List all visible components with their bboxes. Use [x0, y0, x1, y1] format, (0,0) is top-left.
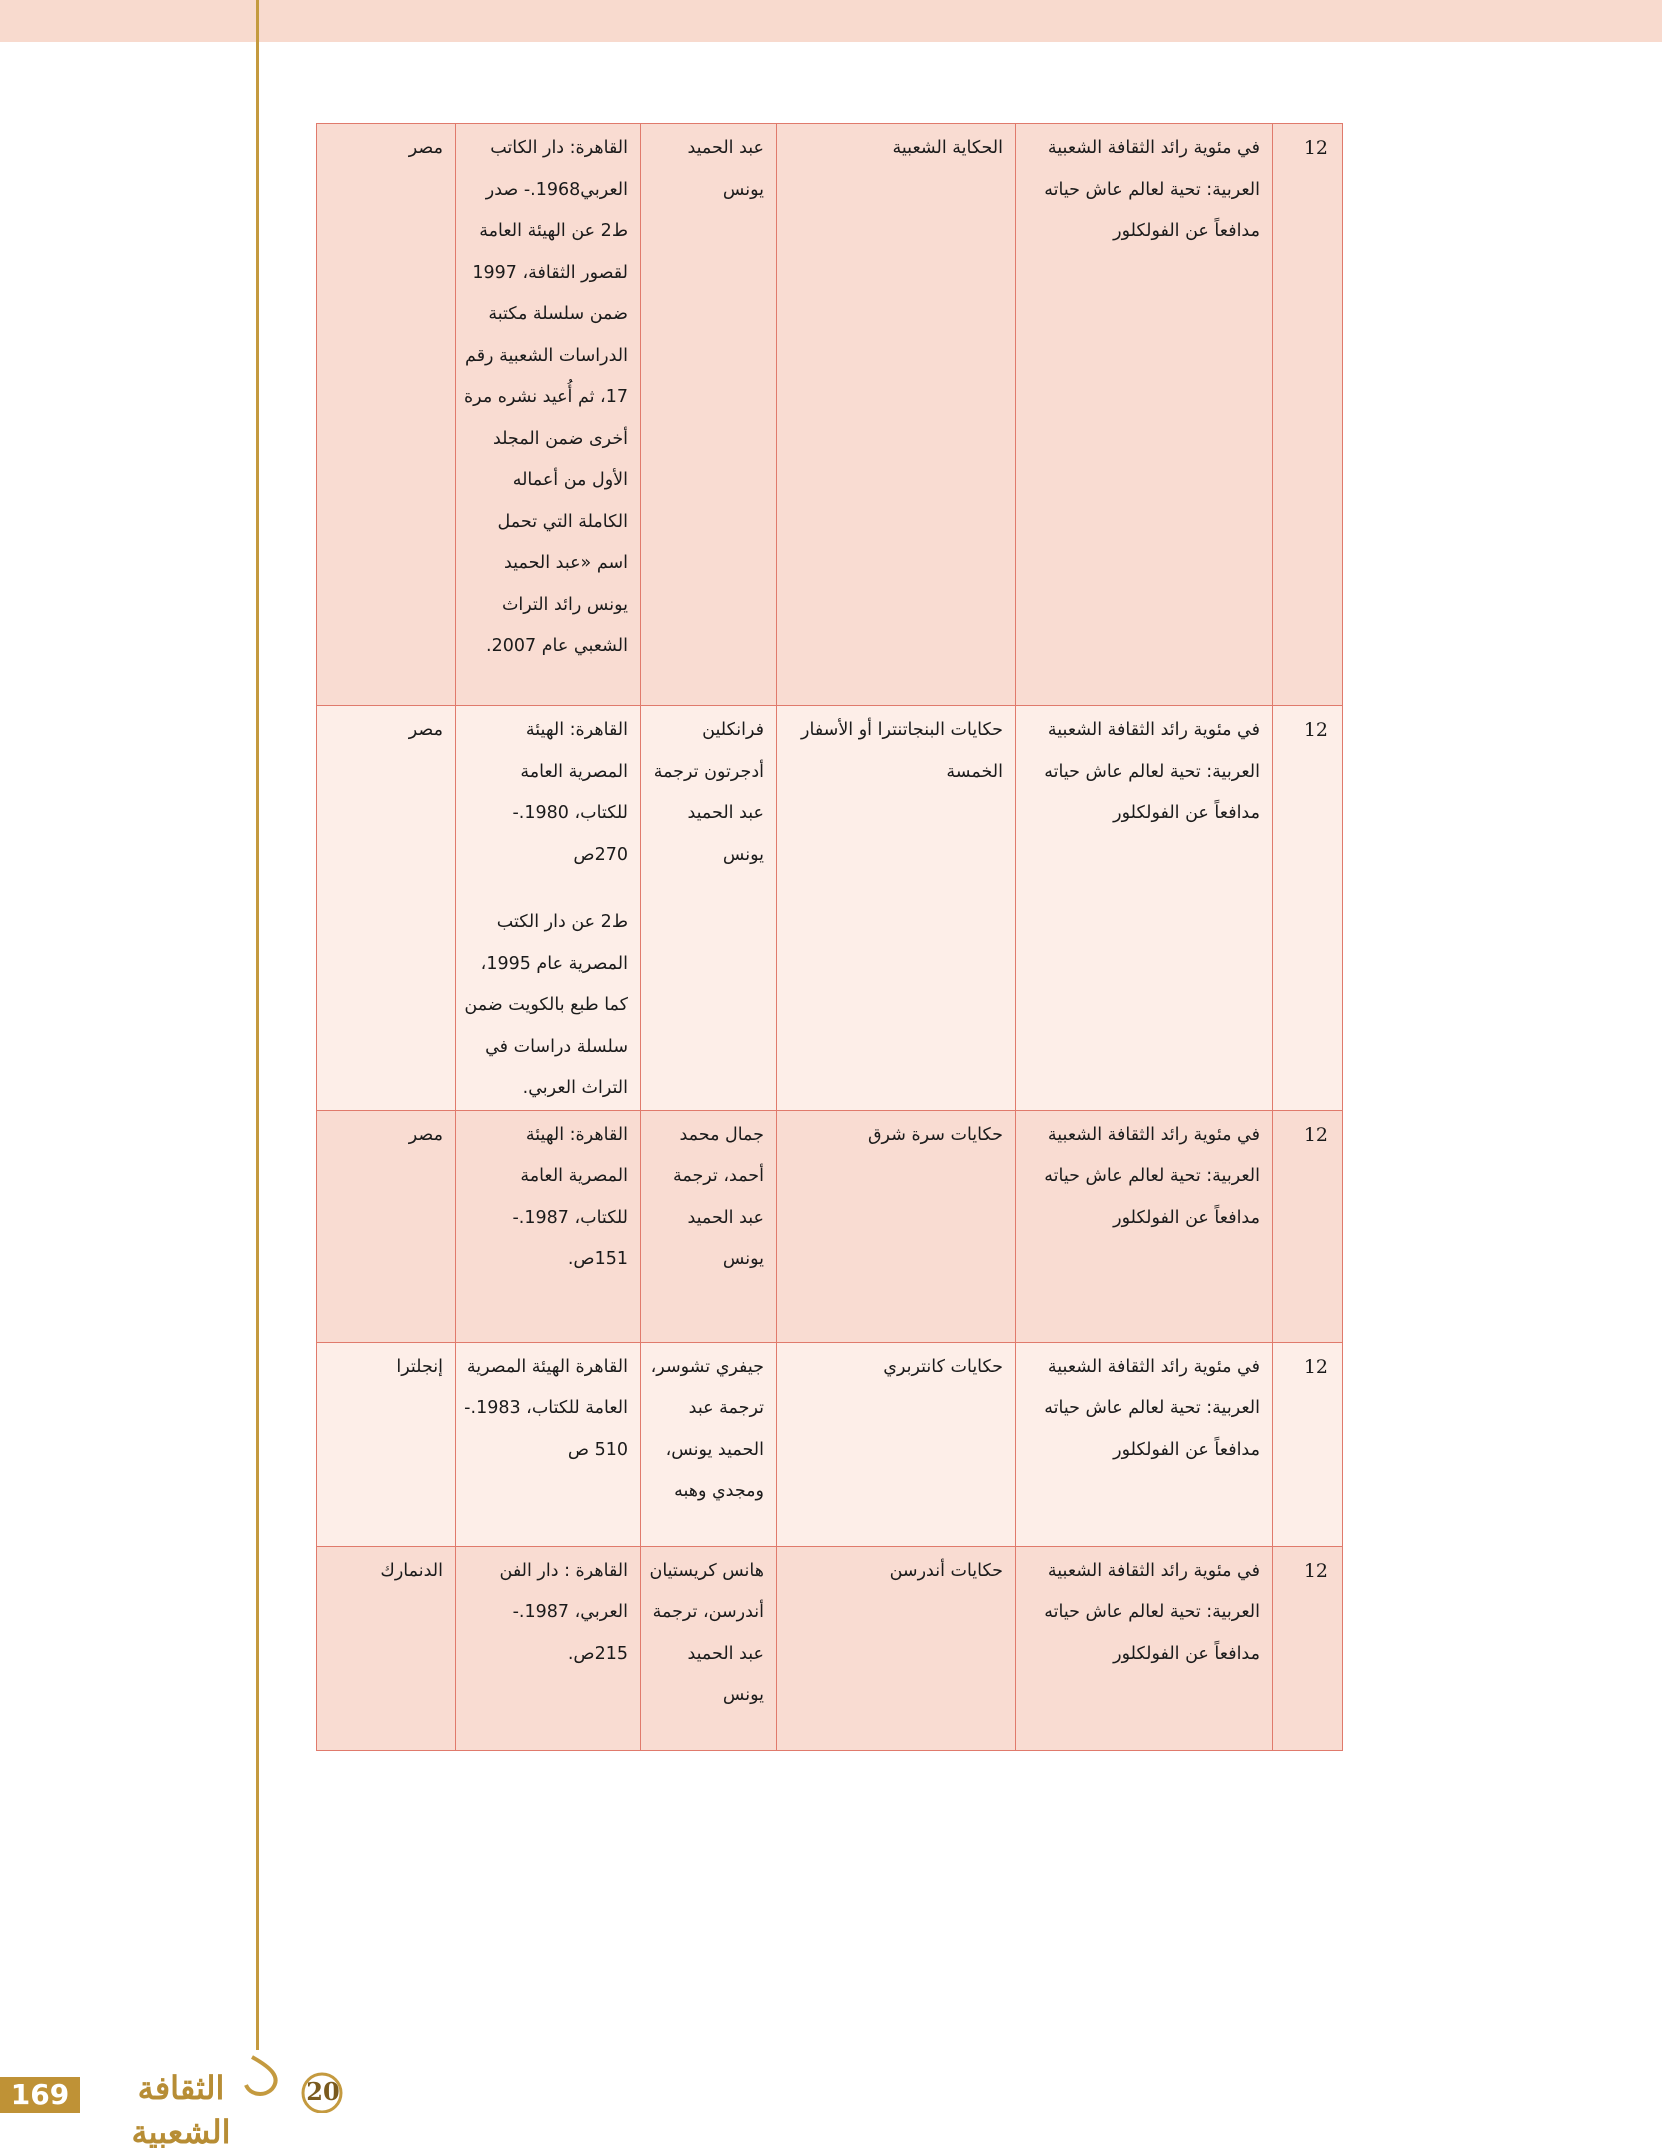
row-number-text: 12 — [1303, 1123, 1328, 1146]
table-row — [317, 1342, 1343, 1546]
author-cell-text: عبد الحميد يونس — [687, 138, 764, 200]
header-band — [0, 0, 1662, 42]
magazine-logo-text: الثقافة الشعبية — [131, 2069, 231, 2151]
book-title-cell-text: حكايات سرة شرق — [867, 1124, 1003, 1145]
row-number-text: 12 — [1303, 137, 1328, 159]
row-number — [1273, 124, 1343, 706]
country-cell — [317, 1110, 456, 1342]
issue-number: 20 — [306, 2077, 340, 2106]
country-cell-text: مصر — [408, 1124, 443, 1145]
table-row — [317, 1110, 1343, 1342]
book-title-cell-text: الحكاية الشعبية — [892, 138, 1003, 158]
table-row — [317, 706, 1343, 1111]
country-cell-text: الدنمارك — [380, 1560, 443, 1581]
author-cell-text: هانس كريستيان أندرسن، ترجمة عبد الحميد يونس — [649, 1560, 764, 1705]
article-context-cell-text: في مئوية رائد الثقافة الشعبية العربية: تحية لعالم عاش حياته مدافعاً عن الفولكلور — [1044, 1356, 1260, 1460]
row-number — [1273, 1546, 1343, 1750]
row-number-text: 12 — [1303, 1559, 1328, 1582]
author-cell-text: فرانكلين أدجرتون ترجمة عبد الحميد يونس — [653, 720, 764, 865]
table-row — [317, 124, 1343, 706]
book-title-cell-text: حكايات البنجاتنترا أو الأسفار الخمسة — [801, 720, 1003, 782]
table-row — [317, 1546, 1343, 1750]
publication-cell — [456, 124, 641, 706]
article-context-cell — [1016, 706, 1273, 1111]
row-number — [1273, 1110, 1343, 1342]
author-cell — [641, 1342, 777, 1546]
book-title-cell — [777, 1342, 1016, 1546]
publication-extra-text: ط2 عن دار الكتب المصرية عام 1995، كما طبع بالكويت ضمن سلسلة دراسات في التراث العربي. — [464, 912, 628, 1098]
country-cell-text: مصر — [408, 138, 443, 158]
author-cell — [641, 706, 777, 1111]
article-context-cell-text: في مئوية رائد الثقافة الشعبية العربية: تحية لعالم عاش حياته مدافعاً عن الفولكلور — [1044, 138, 1260, 241]
page-number: 169 — [0, 2077, 80, 2113]
publication-cell-text: القاهرة: الهيئة المصرية العامة للكتاب، 1980.- 270ص — [512, 720, 628, 865]
author-cell — [641, 1546, 777, 1750]
author-cell-text: جمال محمد أحمد، ترجمة عبد الحميد يونس — [672, 1124, 764, 1269]
article-context-cell — [1016, 1110, 1273, 1342]
row-number — [1273, 1342, 1343, 1546]
publication-cell-text: القاهرة الهيئة المصرية العامة للكتاب، 1983.- 510 ص — [464, 1356, 628, 1460]
publication-cell — [456, 1546, 641, 1750]
row-number-text: 12 — [1303, 1355, 1328, 1378]
bibliography-table — [316, 123, 1343, 1751]
country-cell-text: إنجلترا — [396, 1356, 443, 1377]
country-cell — [317, 1342, 456, 1546]
article-context-cell-text: في مئوية رائد الثقافة الشعبية العربية: تحية لعالم عاش حياته مدافعاً عن الفولكلور — [1044, 1124, 1260, 1228]
publication-cell-text: القاهرة : دار الفن العربي، 1987.- 215ص. — [499, 1560, 628, 1664]
book-title-cell — [777, 124, 1016, 706]
margin-rule — [256, 0, 259, 2050]
publication-cell — [456, 1110, 641, 1342]
article-context-cell-text: في مئوية رائد الثقافة الشعبية العربية: تحية لعالم عاش حياته مدافعاً عن الفولكلور — [1044, 720, 1260, 823]
publication-cell — [456, 706, 641, 1111]
publication-cell — [456, 1342, 641, 1546]
country-cell — [317, 1546, 456, 1750]
row-number — [1273, 706, 1343, 1111]
article-context-cell — [1016, 124, 1273, 706]
book-title-cell — [777, 1110, 1016, 1342]
country-cell-text: مصر — [408, 720, 443, 740]
article-context-cell — [1016, 1342, 1273, 1546]
row-number-text: 12 — [1303, 719, 1328, 741]
author-cell — [641, 1110, 777, 1342]
country-cell — [317, 124, 456, 706]
book-title-cell — [777, 706, 1016, 1111]
book-title-cell — [777, 1546, 1016, 1750]
paragraph-gap — [464, 876, 628, 902]
article-context-cell-text: في مئوية رائد الثقافة الشعبية العربية: تحية لعالم عاش حياته مدافعاً عن الفولكلور — [1044, 1560, 1260, 1664]
author-cell-text: جيفري تشوسر، ترجمة عبد الحميد يونس، ومجدي وهبه — [650, 1356, 764, 1501]
publication-cell-text: القاهرة: الهيئة المصرية العامة للكتاب، 1987.- 151ص. — [512, 1124, 628, 1269]
country-cell — [317, 706, 456, 1111]
article-context-cell — [1016, 1546, 1273, 1750]
author-cell — [641, 124, 777, 706]
book-title-cell-text: حكايات أندرسن — [889, 1560, 1003, 1581]
book-title-cell-text: حكايات كانتربري — [883, 1356, 1003, 1377]
publication-cell-text: القاهرة: دار الكاتب العربي1968.- صدر ط2 عن الهيئة العامة لقصور الثقافة، 1997 ضمن سلسلة مكتبة الدراسات الشعبية رقم 17، ثم أُعيد نشره مرة أخرى ضمن المجلد الأول من أعماله الكاملة التي تحمل اسم «عبد الحميد يونس رائد التراث الشعبي عام 2007. — [464, 138, 628, 656]
